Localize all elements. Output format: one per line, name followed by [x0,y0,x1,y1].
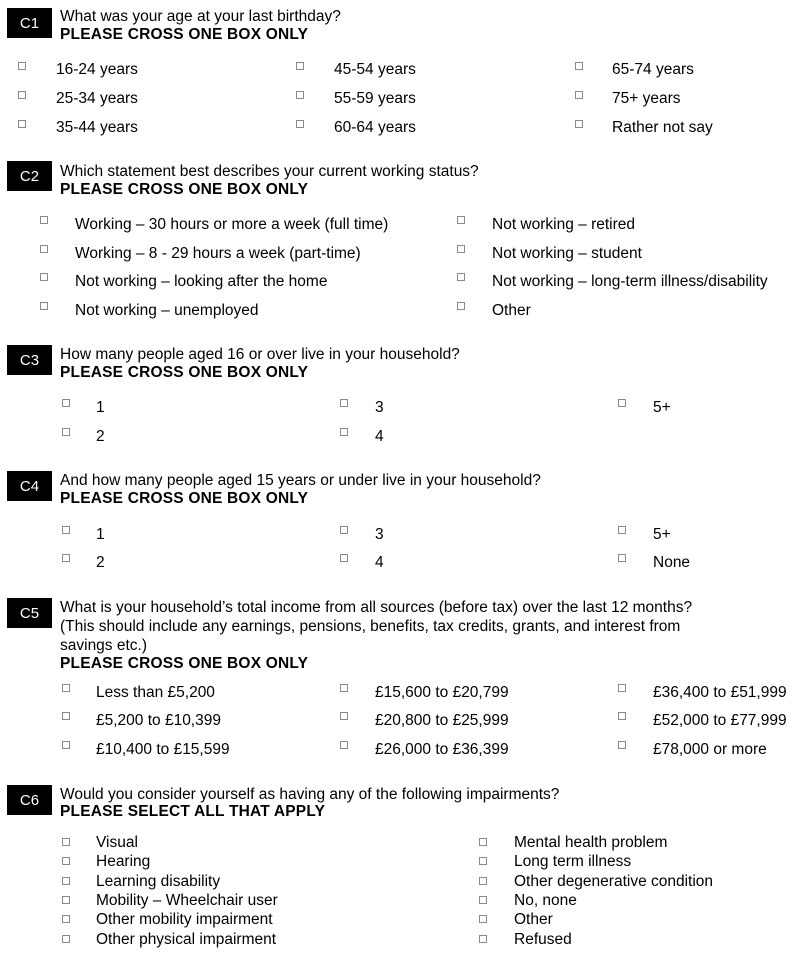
checkbox-c6-option-3[interactable] [62,877,70,885]
option-label: £36,400 to £51,999 [653,684,787,701]
checkbox-c1-option-1[interactable] [18,62,26,70]
checkbox-c2-option-3[interactable] [40,273,48,281]
checkbox-c1-option-2[interactable] [18,91,26,99]
question-text-c6: Would you consider yourself as having any of the following impairments? [60,786,560,803]
checkbox-c2-option-1[interactable] [40,216,48,224]
option-label: 3 [375,399,384,416]
option-label: 45-54 years [334,61,416,78]
checkbox-c5-option-8[interactable] [618,712,626,720]
checkbox-c2-option-7[interactable] [457,273,465,281]
option-label: 55-59 years [334,90,416,107]
checkbox-c5-option-2[interactable] [62,712,70,720]
checkbox-c2-option-2[interactable] [40,245,48,253]
option-label: £78,000 or more [653,741,767,758]
option-label: 1 [96,526,105,543]
checkbox-c3-option-4[interactable] [340,428,348,436]
checkbox-c3-option-1[interactable] [62,399,70,407]
question-text-c2: Which statement best describes your current working status? [60,163,479,180]
instruction-c5: PLEASE CROSS ONE BOX ONLY [60,655,309,672]
checkbox-c5-option-1[interactable] [62,684,70,692]
option-label: £20,800 to £25,999 [375,712,509,729]
option-label: £26,000 to £36,399 [375,741,509,758]
option-label: Learning disability [96,873,221,890]
instruction-c1: PLEASE CROSS ONE BOX ONLY [60,26,309,43]
option-label: 1 [96,399,105,416]
option-label: Not working – student [492,245,642,262]
option-label: 4 [375,428,384,445]
checkbox-c5-option-6[interactable] [340,741,348,749]
checkbox-c2-option-4[interactable] [40,302,48,310]
checkbox-c1-option-8[interactable] [575,91,583,99]
option-label: Long term illness [514,853,632,870]
checkbox-c6-option-10[interactable] [479,896,487,904]
checkbox-c5-option-7[interactable] [618,684,626,692]
option-label: Not working – long-term illness/disability [492,273,768,290]
option-label: Visual [96,834,138,851]
option-label: 5+ [653,526,671,543]
option-label: £10,400 to £15,599 [96,741,230,758]
checkbox-c6-option-12[interactable] [479,935,487,943]
option-label: Not working – unemployed [75,302,259,319]
question-text-c5-line-1: What is your household’s total income from all sources (before tax) over the last 12 months? [60,599,693,616]
option-label: 60-64 years [334,119,416,136]
option-label: Other [492,302,531,319]
checkbox-c3-option-2[interactable] [62,428,70,436]
option-label: 25-34 years [56,90,138,107]
instruction-c4: PLEASE CROSS ONE BOX ONLY [60,490,309,507]
checkbox-c1-option-5[interactable] [296,91,304,99]
option-label: £15,600 to £20,799 [375,684,509,701]
option-label: 16-24 years [56,61,138,78]
checkbox-c5-option-4[interactable] [340,684,348,692]
checkbox-c1-option-7[interactable] [575,62,583,70]
option-label: Other degenerative condition [514,873,714,890]
option-label: Other mobility impairment [96,911,273,928]
checkbox-c6-option-4[interactable] [62,896,70,904]
checkbox-c1-option-9[interactable] [575,120,583,128]
question-text-c5-line-3: savings etc.) [60,637,148,654]
instruction-c3: PLEASE CROSS ONE BOX ONLY [60,364,309,381]
option-label: Other [514,911,553,928]
checkbox-c4-option-3[interactable] [340,526,348,534]
checkbox-c2-option-5[interactable] [457,216,465,224]
question-text-c4: And how many people aged 15 years or under live in your household? [60,472,541,489]
option-label: Working – 8 - 29 hours a week (part-time) [75,245,361,262]
option-label: Working – 30 hours or more a week (full time) [75,216,389,233]
checkbox-c3-option-5[interactable] [618,399,626,407]
option-label: 35-44 years [56,119,138,136]
checkbox-c6-option-6[interactable] [62,935,70,943]
checkbox-c5-option-3[interactable] [62,741,70,749]
checkbox-c4-option-4[interactable] [340,554,348,562]
checkbox-c4-option-1[interactable] [62,526,70,534]
checkbox-c6-option-11[interactable] [479,915,487,923]
checkbox-c6-option-8[interactable] [479,857,487,865]
checkbox-c6-option-2[interactable] [62,857,70,865]
checkbox-c6-option-1[interactable] [62,838,70,846]
option-label: 65-74 years [612,61,694,78]
option-label: 4 [375,554,384,571]
checkbox-c6-option-9[interactable] [479,877,487,885]
option-label: Less than £5,200 [96,684,215,701]
checkbox-c5-option-9[interactable] [618,741,626,749]
option-label: 5+ [653,399,671,416]
checkbox-c5-option-5[interactable] [340,712,348,720]
option-label: No, none [514,892,577,909]
question-number-c5: C5 [7,598,52,628]
checkbox-c3-option-3[interactable] [340,399,348,407]
question-number-c2: C2 [7,161,52,191]
checkbox-c1-option-4[interactable] [296,62,304,70]
question-text-c5-line-2: (This should include any earnings, pensions, benefits, tax credits, grants, and interest from [60,618,681,635]
question-text-c1: What was your age at your last birthday? [60,8,341,25]
option-label: Not working – looking after the home [75,273,328,290]
option-label: Mobility – Wheelchair user [96,892,278,909]
question-number-c4: C4 [7,471,52,501]
option-label: 2 [96,554,105,571]
option-label: Hearing [96,853,151,870]
checkbox-c6-option-7[interactable] [479,838,487,846]
option-label: Rather not say [612,119,713,136]
option-label: Refused [514,931,572,948]
checkbox-c1-option-6[interactable] [296,120,304,128]
option-label: Mental health problem [514,834,668,851]
checkbox-c4-option-6[interactable] [618,554,626,562]
instruction-c6: PLEASE SELECT ALL THAT APPLY [60,803,326,820]
question-number-c3: C3 [7,345,52,375]
option-label: £52,000 to £77,999 [653,712,787,729]
option-label: 2 [96,428,105,445]
option-label: Not working – retired [492,216,636,233]
checkbox-c2-option-6[interactable] [457,245,465,253]
option-label: 3 [375,526,384,543]
option-label: None [653,554,691,571]
checkbox-c1-option-3[interactable] [18,120,26,128]
option-label: £5,200 to £10,399 [96,712,221,729]
checkbox-c6-option-5[interactable] [62,915,70,923]
instruction-c2: PLEASE CROSS ONE BOX ONLY [60,181,309,198]
checkbox-c4-option-5[interactable] [618,526,626,534]
question-number-c1: C1 [7,8,52,38]
option-label: 75+ years [612,90,681,107]
question-text-c3: How many people aged 16 or over live in your household? [60,346,460,363]
checkbox-c2-option-8[interactable] [457,302,465,310]
option-label: Other physical impairment [96,931,277,948]
checkbox-c4-option-2[interactable] [62,554,70,562]
question-number-c6: C6 [7,785,52,815]
